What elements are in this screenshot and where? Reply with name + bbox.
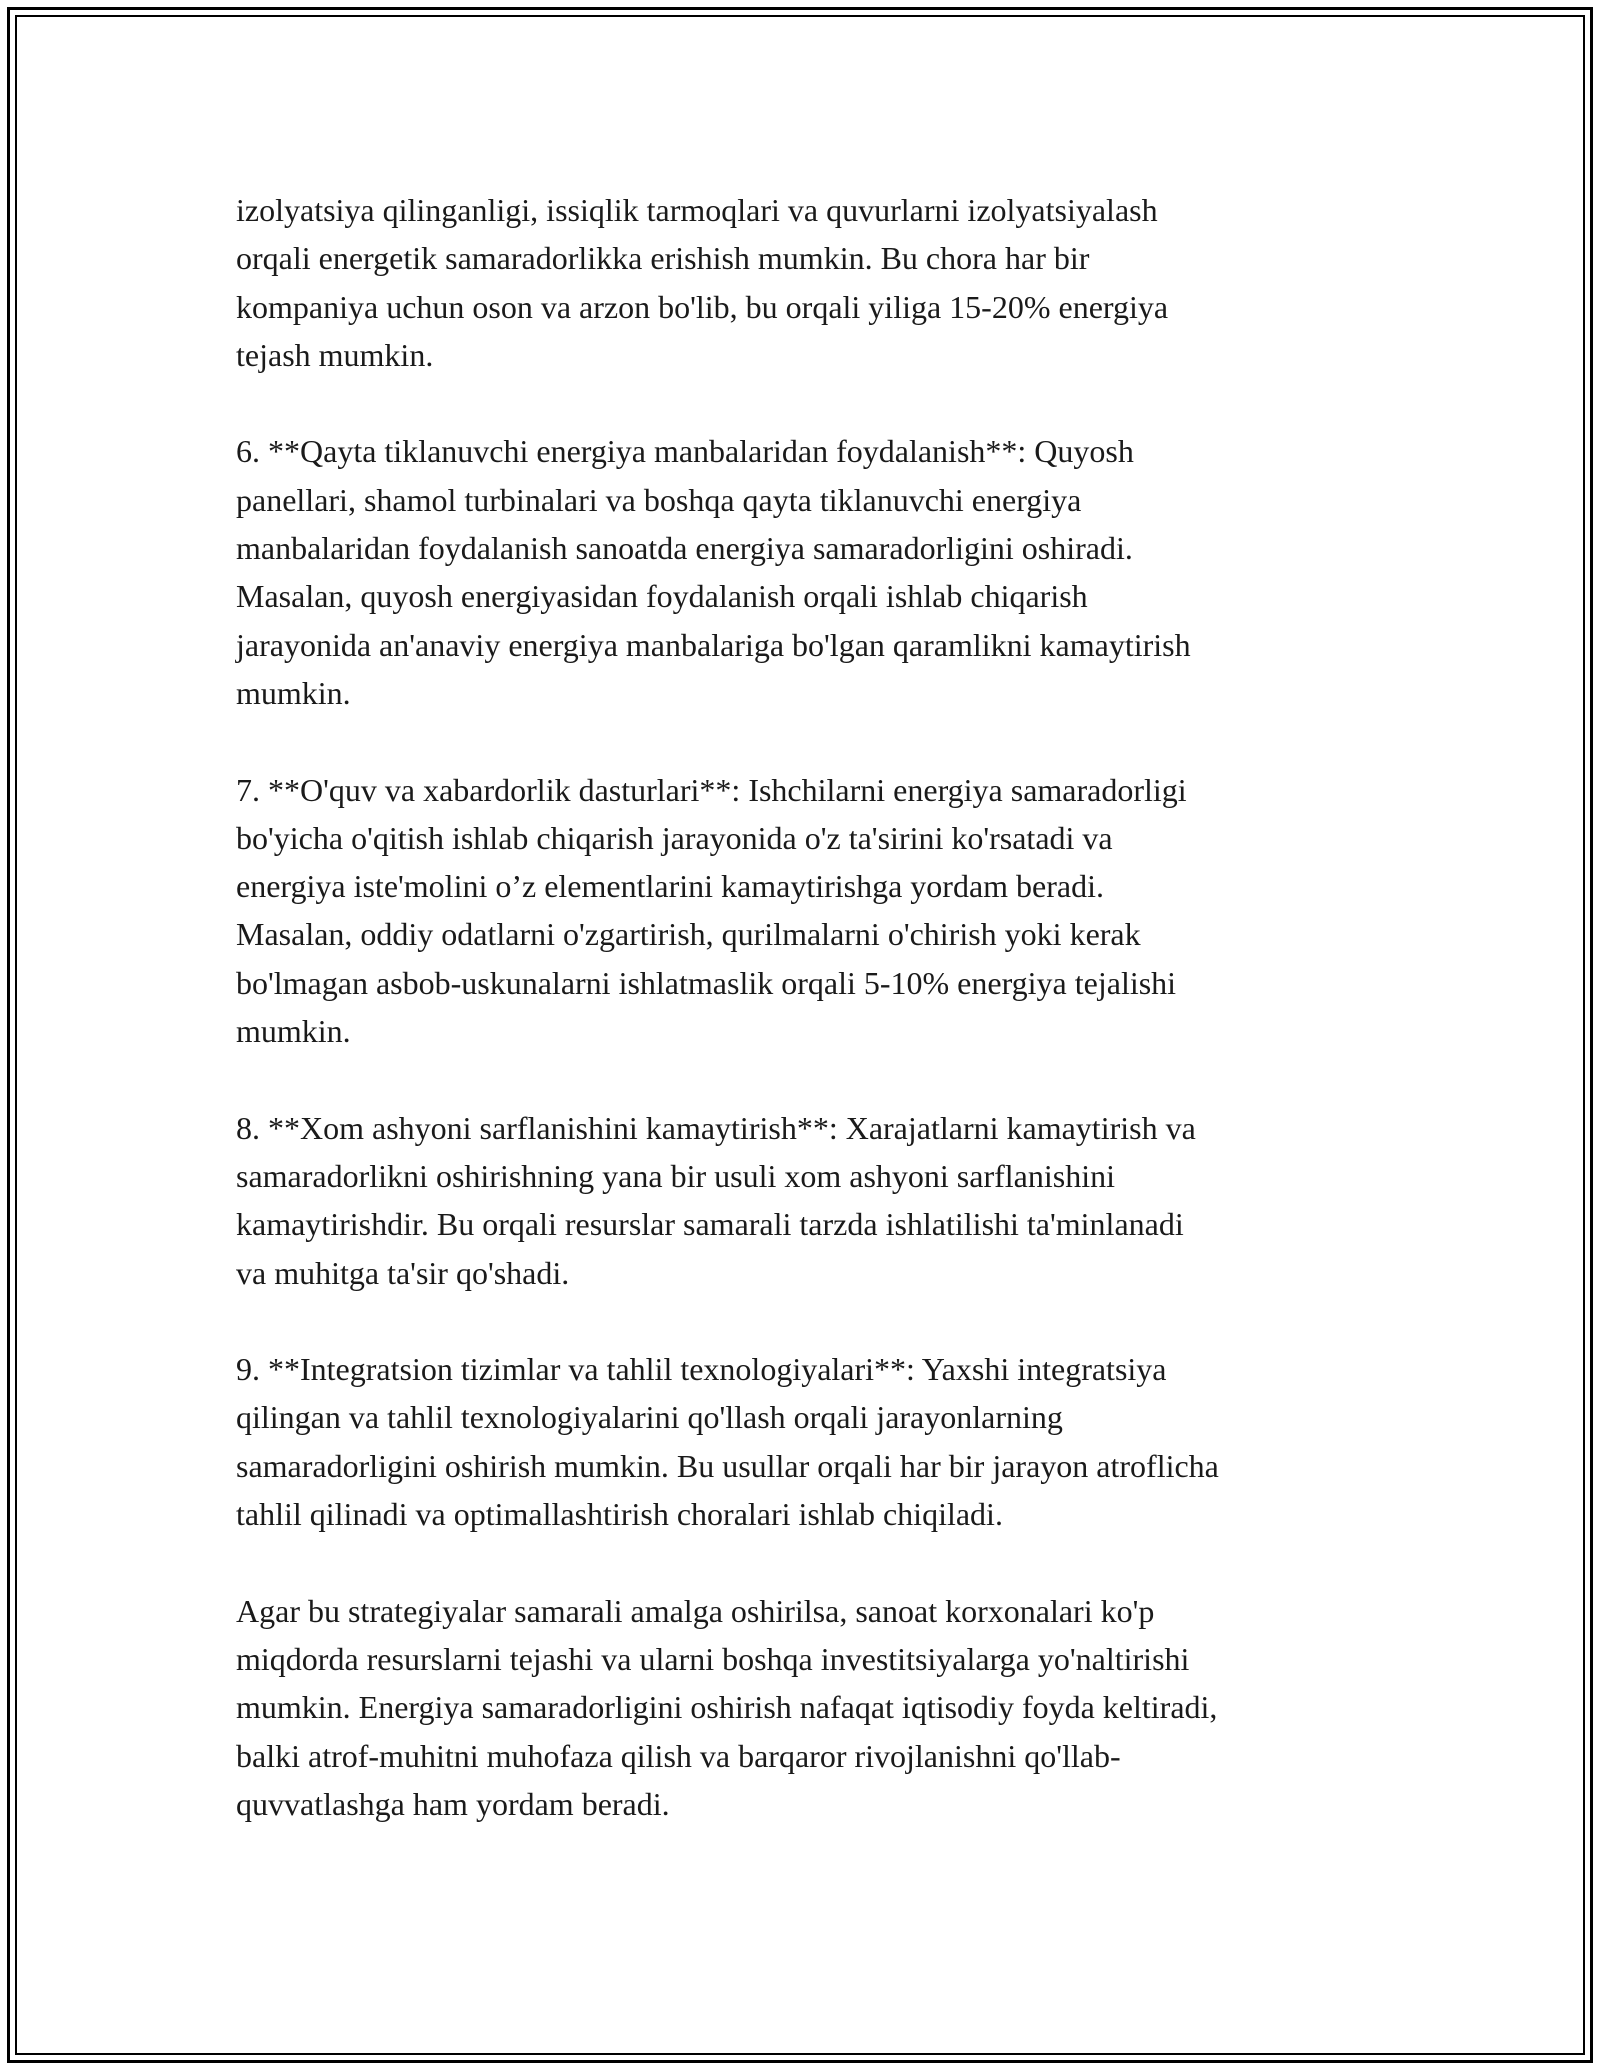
text-line: izolyatsiya qilinganligi, issiqlik tarmoqlari va quvurlarni izolyatsiyalash	[236, 192, 1158, 228]
text-line: bo'yicha o'qitish ishlab chiqarish jarayonida o'z ta'sirini ko'rsatadi va	[236, 819, 1113, 856]
paragraph-item-8-raw-materials	[236, 1104, 1366, 1297]
text-line: kamaytirishdir. Bu orqali resurslar samarali tarzda ishlatilishi ta'minlanadi	[236, 1206, 1184, 1243]
text-line: Agar bu strategiyalar samarali amalga oshirilsa, sanoat korxonalari ko'p	[236, 1592, 1155, 1629]
paragraph-conclusion	[236, 1587, 1366, 1828]
text-line: 6. **Qayta tiklanuvchi energiya manbalaridan foydalanish**: Quyosh	[236, 433, 1134, 470]
text-line: quvvatlashga ham yordam beradi.	[236, 1785, 670, 1822]
text-line: mumkin. Energiya samaradorligini oshirish nafaqat iqtisodiy foyda keltiradi,	[236, 1689, 1218, 1726]
text-line: Masalan, oddiy odatlarni o'zgartirish, qurilmalarni o'chirish yoki kerak	[236, 916, 1141, 953]
text-line: mumkin.	[236, 674, 351, 711]
text-line: va muhitga ta'sir qo'shadi.	[236, 1254, 570, 1291]
text-line: tahlil qilinadi va optimallashtirish choralari ishlab chiqiladi.	[236, 1496, 1003, 1533]
paragraph-item-7-training-programs	[236, 766, 1366, 1056]
text-line: 9. **Integratsion tizimlar va tahlil texnologiyalari**: Yaxshi integratsiya	[236, 1351, 1167, 1388]
text-line: samaradorlikni oshirishning yana bir usuli xom ashyoni sarflanishini	[236, 1157, 1115, 1194]
document-body	[236, 186, 1366, 1828]
paragraph-insulation-continued	[236, 186, 1366, 379]
text-line: 7. **O'quv va xabardorlik dasturlari**: Ishchilarni energiya samaradorligi	[236, 771, 1187, 808]
text-line: bo'lmagan asbob-uskunalarni ishlatmaslik orqali 5-10% energiya tejalishi	[236, 964, 1177, 1001]
text-line: 8. **Xom ashyoni sarflanishini kamaytirish**: Xarajatlarni kamaytirish va	[236, 1109, 1196, 1146]
text-line: mumkin.	[236, 1013, 351, 1050]
text-line: orqali energetik samaradorlikka erishish mumkin. Bu chora har bir	[236, 240, 1090, 277]
text-line: miqdorda resurslarni tejashi va ularni boshqa investitsiyalarga yo'naltirishi	[236, 1640, 1190, 1677]
text-line: jarayonida an'anaviy energiya manbalariga bo'lgan qaramlikni kamaytirish	[236, 626, 1191, 663]
text-line: manbalaridan foydalanish sanoatda energiya samaradorligini oshiradi.	[236, 530, 1133, 567]
text-line: tejash mumkin.	[236, 336, 434, 373]
text-line: samaradorligini oshirish mumkin. Bu usullar orqali har bir jarayon atroflicha	[236, 1447, 1219, 1484]
text-line: balki atrof-muhitni muhofaza qilish va barqaror rivojlanishni qo'llab-	[236, 1737, 1121, 1774]
text-line: qilingan va tahlil texnologiyalarini qo'llash orqali jarayonlarning	[236, 1399, 1063, 1436]
paragraph-item-9-integration-systems	[236, 1345, 1366, 1538]
paragraph-item-6-renewable-energy	[236, 427, 1366, 717]
text-line: kompaniya uchun oson va arzon bo'lib, bu orqali yiliga 15-20% energiya	[236, 288, 1169, 325]
text-line: energiya iste'molini o’z elementlarini kamaytirishga yordam beradi.	[236, 868, 1104, 905]
text-line: Masalan, quyosh energiyasidan foydalanish orqali ishlab chiqarish	[236, 578, 1088, 615]
text-line: panellari, shamol turbinalari va boshqa qayta tiklanuvchi energiya	[236, 481, 1082, 518]
